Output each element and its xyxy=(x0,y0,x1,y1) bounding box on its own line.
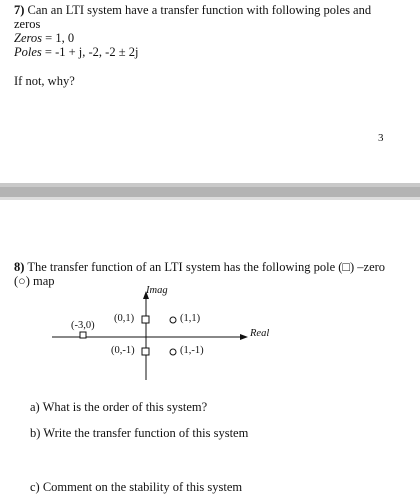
page-number: 3 xyxy=(378,132,384,144)
q8-part-c: c) Comment on the stability of this system xyxy=(30,480,243,494)
q7-zeros-label: Zeros xyxy=(14,31,43,45)
q7-followup: If not, why? xyxy=(14,74,75,88)
q8-zero-symbol: ○ xyxy=(18,274,26,288)
q8-pole-symbol: □ xyxy=(342,260,350,274)
point-label-neg3-0: (-3,0) xyxy=(71,320,95,331)
real-axis-label: Real xyxy=(250,328,270,339)
q8-line2-end: ) map xyxy=(25,274,55,288)
q8-line2-start: ( xyxy=(14,274,19,288)
q7-poles-value: = -1 + j, -2, -2 ± 2j xyxy=(44,45,139,59)
point-label-0-neg1: (0,-1) xyxy=(111,345,135,356)
q7-text-line1: Can an LTI system have a transfer function with following poles and xyxy=(27,3,372,17)
q8-number: 8) xyxy=(14,260,25,274)
zero-marker-1-1 xyxy=(170,317,176,323)
zero-marker-1-neg1 xyxy=(170,349,176,355)
q7-text-line2: zeros xyxy=(14,17,41,31)
q8-text-line1-end: ) –zero xyxy=(349,260,386,274)
point-label-1-1: (1,1) xyxy=(180,313,201,324)
q8-part-b: b) Write the transfer function of this system xyxy=(30,426,249,440)
q7-zeros-value: = 1, 0 xyxy=(45,31,75,45)
q7-poles-label: Poles xyxy=(14,45,42,59)
q8-part-a: a) What is the order of this system? xyxy=(30,400,208,414)
q7-number: 7) xyxy=(14,3,25,17)
pole-marker-0-1 xyxy=(142,316,149,323)
pole-marker-neg3-0 xyxy=(80,332,86,338)
point-label-0-1: (0,1) xyxy=(114,313,135,324)
real-axis-arrow xyxy=(240,334,248,340)
imag-axis-label: Imag xyxy=(146,285,168,296)
pole-marker-0-neg1 xyxy=(142,348,149,355)
q8-text-line1: The transfer function of an LTI system has the following pole ( xyxy=(27,260,343,274)
point-label-1-neg1: (1,-1) xyxy=(180,345,204,356)
